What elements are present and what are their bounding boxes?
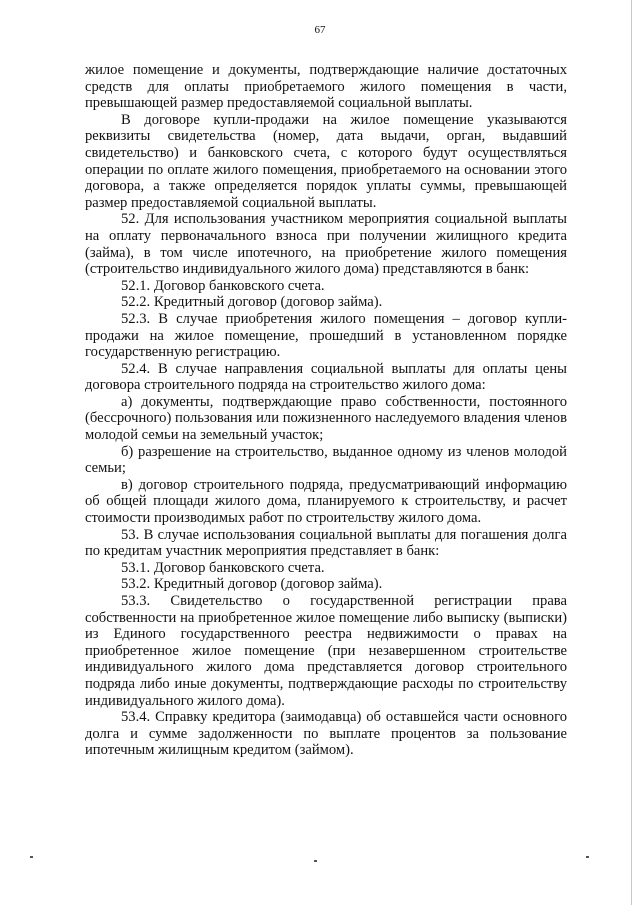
paragraph-52: 52. Для использования участником мероприятия социальной выплаты на оплату первоначального взноса при получении жилищного кредита (займа), в том числе ипотечного, на приобретение жилого помещения (строительство индивидуального жилого дома) представляются в банк:: [85, 211, 567, 278]
page-number: 67: [314, 24, 326, 36]
scan-edge-line: [631, 0, 632, 905]
document-body: [85, 62, 567, 759]
paragraph-53: 53. В случае использования социальной выплаты для погашения долга по кредитам участник мероприятия представляет в банк:: [85, 526, 567, 560]
scan-mark-left: [30, 856, 33, 858]
paragraph-53-1: 53.1. Договор банковского счета.: [121, 559, 325, 576]
paragraph-52-1: 52.1. Договор банковского счета.: [121, 277, 325, 294]
paragraph-52-4-c: в) договор строительного подряда, предусматривающий информацию об общей площади жилого дома, планируемого к строительству, и расчет стоимости производимых работ по строительству жилого дома.: [85, 476, 567, 527]
scan-marks: [0, 854, 640, 864]
scan-mark-center: [314, 860, 317, 862]
paragraph-53-4: 53.4. Справку кредитора (заимодавца) об оставшейся части основного долга и сумме задолженности по выплате процентов за пользование ипотечным жилищным кредитом (займом).: [85, 709, 567, 759]
paragraph-53-2: 53.2. Кредитный договор (договор займа).: [121, 576, 383, 593]
paragraph-52-3: 52.3. В случае приобретения жилого помещения – договор купли-продажи на жилое помещение, прошедший в установленном порядке государственную регистрацию.: [85, 310, 567, 361]
paragraph-53-3: 53.3. Свидетельство о государственной регистрации права собственности на приобретенное жилое помещение либо выписку (выписки) из Единого государственного реестра недвижимости о правах на приобретенное жилое помещение (при незавершенном строительстве индивидуального жилого дома представляется договор строительного подряда либо иные документы, подтверждающие расходы по строительству индивидуального жилого дома).: [85, 593, 567, 709]
paragraph-contract-details: В договоре купли-продажи на жилое помещение указываются реквизиты свидетельства (номер, дата выдачи, орган, выдавший свидетельство) и банковского счета, с которого будут осуществляться операции по оплате жилого помещения, приобретаемого на основании этого договора, а также определяется порядок уплаты суммы, превышающей размер предоставляемой социальной выплаты.: [85, 111, 567, 211]
paragraph-52-4: 52.4. В случае направления социальной выплаты для оплаты цены договора строительного подряда на строительство жилого дома:: [85, 360, 567, 394]
scan-mark-right: [586, 856, 589, 858]
paragraph-52-4-b: б) разрешение на строительство, выданное одному из членов молодой семьи;: [85, 443, 567, 477]
paragraph-52-2: 52.2. Кредитный договор (договор займа).: [121, 294, 383, 311]
paragraph-52-4-a: а) документы, подтверждающие право собственности, постоянного (бессрочного) пользования или пожизненного наследуемого владения членов молодой семьи на земельный участок;: [85, 393, 567, 444]
paragraph-continuation: жилое помещение и документы, подтверждающие наличие достаточных средств для оплаты приобретаемого жилого помещения в части, превышающей размер предоставляемой социальной выплаты.: [85, 62, 567, 112]
